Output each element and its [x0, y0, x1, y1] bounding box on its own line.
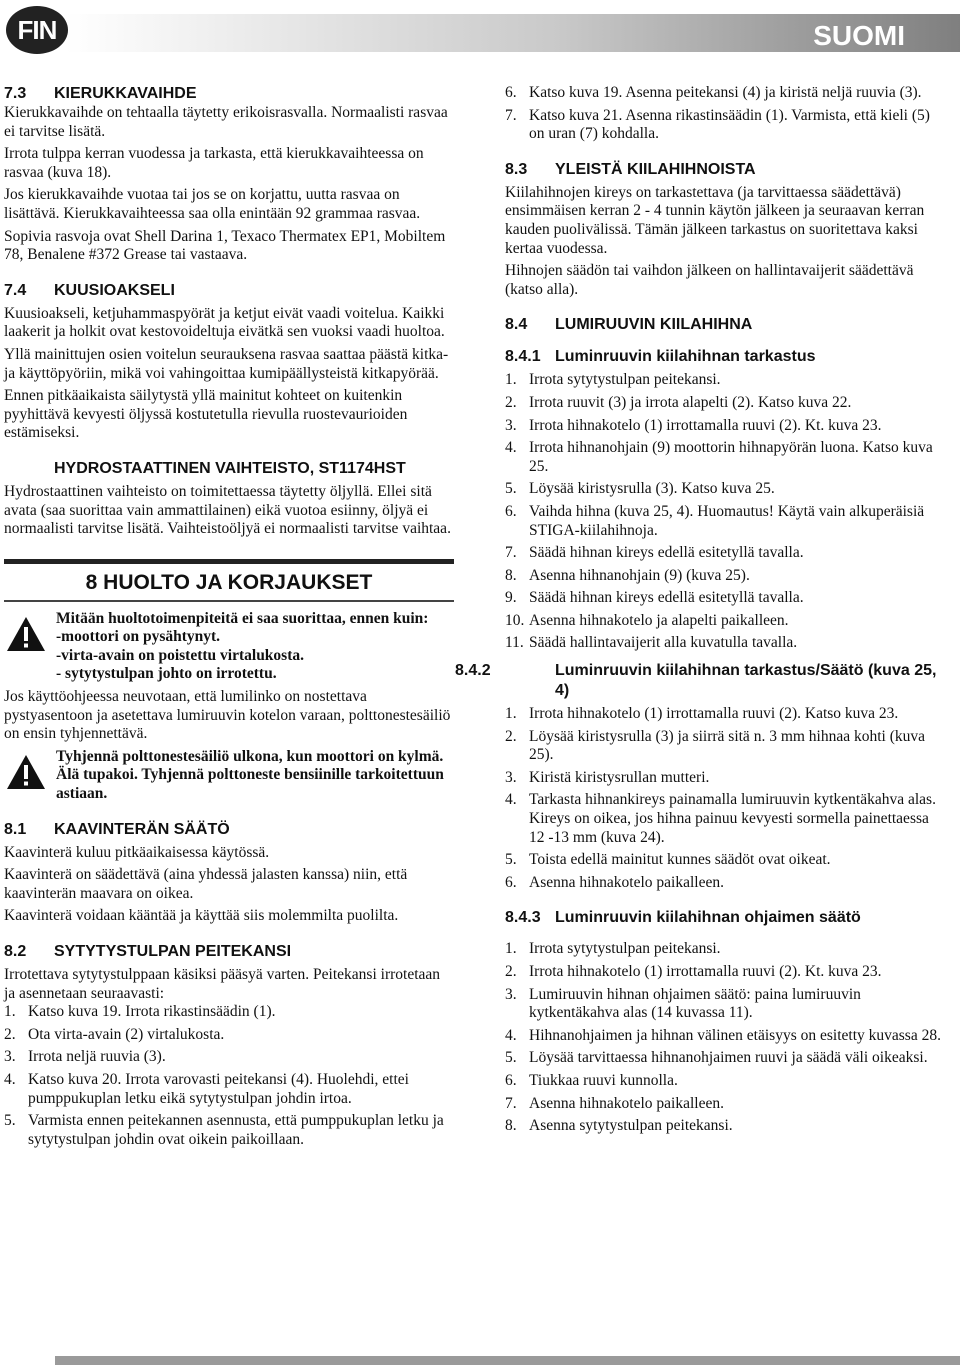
paragraph: Yllä mainittujen osien voitelun seurauksena rasvaa saattaa päästä kitka- ja käyttöpyöriin, mikä voi vahingoittaa kumipäällysteistä kitkapyörää.	[4, 345, 449, 382]
right-column	[455, 84, 945, 1140]
list-item: 3. Irrota neljä ruuvia (3).	[4, 1048, 166, 1066]
warning-icon	[6, 754, 46, 790]
section-heading-7-4: 7.4 KUUSIOAKSELI	[4, 281, 175, 299]
list-item: 8. Asenna sytytystulpan peitekansi.	[505, 1117, 733, 1135]
language-title: SUOMI	[813, 20, 905, 51]
steps-list	[505, 84, 945, 144]
warning-text: Tyhjennä polttonestesäiliö ulkona, kun moottori on kylmä. Älä tupakoi. Tyhjennä polttoneste bensiinille tarkoitettuun astiaan.	[56, 747, 444, 803]
list-item: 7. Säädä hihnan kireys edellä esitetyllä tavalla.	[505, 544, 804, 562]
steps-list	[505, 940, 945, 1135]
paragraph: Kaavinterä voidaan kääntää ja käyttää siis molemmilta puolilta.	[4, 907, 399, 925]
list-item: 4. Tarkasta hihnankireys painamalla lumiruuvin kytkentäkahva alas. Kireys on oikea, jos hihna painuu kevyesti sormella painettaessa 12 -13 mm (kuva 24).	[505, 791, 936, 846]
paragraph: Ennen pitkäaikaista säilytystä yllä mainitut kohteet on kuitenkin pyyhittävä kevyesti öljyssä kostutetulla rievulla ruostevaurioiden estämiseksi.	[4, 387, 408, 442]
list-item: 5. Varmista ennen peitekannen asennusta, että pumppukuplan letku ja sytytystulpan johdin ovat oikein paikoillaan.	[4, 1112, 444, 1148]
language-badge: FIN	[6, 6, 68, 54]
list-item: 6. Vaihda hihna (kuva 25, 4). Huomautus! Käytä vain alkuperäisiä STIGA-kiilahihnoja.	[505, 502, 925, 539]
list-item: 4. Katso kuva 20. Irrota varovasti peitekansi (4). Huolehdi, ettei pumppukuplan letku eikä sytytystulpan johdin irtoa.	[4, 1070, 409, 1107]
list-item: 6. Asenna hihnakotelo paikalleen.	[505, 873, 724, 891]
warning-block	[4, 748, 454, 804]
section-heading-8-1: 8.1 KAAVINTERÄN SÄÄTÖ	[4, 820, 230, 838]
paragraph: Irrota tulppa kerran vuodessa ja tarkasta, että kierukkavaihteessa on rasvaa (kuva 18).	[4, 145, 424, 181]
list-item: 5. Toista edellä mainitut kunnes säädöt ovat oikeat.	[505, 851, 831, 869]
section-heading-8-2: 8.2 SYTYTYSTULPAN PEITEKANSI	[4, 943, 292, 960]
chapter-title: 8 HUOLTO JA KORJAUKSET	[85, 570, 373, 594]
paragraph: Kaavinterä kuluu pitkäaikaisessa käytössä.	[4, 843, 270, 861]
page-header	[0, 0, 960, 70]
section-heading-8-4-3: 8.4.3 Luminruuvin kiilahihnan ohjaimen säätö	[505, 909, 861, 927]
list-item: 3. Irrota hihnakotelo (1) irrottamalla ruuvi (2). Kt. kuva 23.	[505, 416, 882, 434]
list-item: 6. Tiukkaa ruuvi kunnolla.	[505, 1071, 678, 1089]
section-heading-8-4: 8.4 LUMIRUUVIN KIILAHIHNA	[505, 316, 753, 334]
paragraph: Kierukkavaihde on tehtaalla täytetty erikoisrasvalla. Normaalisti rasvaa ei tarvitse lisätä.	[4, 104, 448, 140]
list-item: 9. Säädä hihnan kireys edellä esitetyllä tavalla.	[505, 589, 804, 607]
section-heading-8-3: 8.3 YLEISTÄ KIILAHIHNOISTA	[505, 160, 756, 178]
steps-list	[505, 705, 945, 892]
warning-text: -moottori on pysähtynyt.	[56, 628, 221, 646]
left-column	[4, 84, 454, 1153]
list-item: 5. Löysää kiristysrulla (3). Katso kuva 25.	[505, 480, 775, 498]
list-item: 1. Irrota hihnakotelo (1) irrottamalla ruuvi (2). Katso kuva 23.	[505, 705, 899, 723]
list-item: 8. Asenna hihnanohjain (9) (kuva 25).	[505, 566, 750, 584]
list-item: 6. Katso kuva 19. Asenna peitekansi (4) ja kiristä neljä ruuvia (3).	[505, 84, 922, 101]
chapter-underline	[4, 600, 454, 602]
list-item: 2. Irrota ruuvit (3) ja irrota alapelti (2). Katso kuva 22.	[505, 393, 852, 411]
list-item: 2. Ota virta-avain (2) virtalukosta.	[4, 1025, 225, 1043]
paragraph: Kuusioakseli, ketjuhammaspyörät ja ketjut eivät vaadi voitelua. Kaikki laakerit ja holkit ovat kestovoideltuja eivätkä sen vuoksi vaadi huoltoa.	[4, 304, 445, 341]
list-item: 7. Asenna hihnakotelo paikalleen.	[505, 1094, 724, 1112]
list-item: 1. Katso kuva 19. Irrota rikastinsäädin (1).	[4, 1003, 276, 1021]
paragraph: Hydrostaattinen vaihteisto on toimitettaessa täytetty öljyllä. Ellei sitä avata (saa suorittaa vain ammattilainen) eikä vuotoa esiinny, öljyä ei normaalisti tarvitse lisätä. Vaihteistoöljyä ei normaalisti tarvitse vaihtaa.	[4, 482, 451, 538]
section-heading-8-4-1: 8.4.1 Luminruuvin kiilahihnan tarkastus	[505, 348, 816, 366]
list-item: 1. Irrota sytytystulpan peitekansi.	[505, 371, 721, 389]
warning-text: Mitään huoltotoimenpiteitä ei saa suorittaa, ennen kuin:	[56, 609, 429, 627]
list-item: 10. Asenna hihnakotelo ja alapelti paikalleen.	[505, 611, 789, 629]
list-item: 2. Löysää kiristysrulla (3) ja siirrä sitä n. 3 mm hihnaa kohti (kuva 25).	[505, 727, 926, 764]
list-item: 7. Katso kuva 21. Asenna rikastinsäädin (1). Varmista, että kieli (5) on uran (7) kohdalla.	[505, 106, 930, 143]
warning-text: -virta-avain on poistettu virtalukosta.	[56, 646, 304, 664]
warning-icon	[6, 616, 46, 652]
paragraph: Kiilahihnojen kireys on tarkastettava (ja tarvittaessa säädettävä) ensimmäisen kerran 2 - 4 tunnin käytön jälkeen ja seuraavan kerran kauden puolivälissä. Tämän jälkeen tarkastus on suoritettava kaksi kertaa vuodessa.	[505, 183, 925, 257]
steps-list	[4, 1003, 454, 1149]
list-item: 4. Irrota hihnanohjain (9) moottorin hihnapyörän luona. Katso kuva 25.	[505, 439, 933, 475]
section-divider	[4, 559, 454, 564]
list-item: 1. Irrota sytytystulpan peitekansi.	[505, 940, 721, 958]
list-item: 3. Lumiruuvin hihnan ohjaimen säätö: paina lumiruuvin kytkentäkahva alas (14 kuvassa 11).	[505, 985, 861, 1022]
section-heading-7-3: 7.3 KIERUKKAVAIHDE	[4, 85, 197, 102]
list-item: 2. Irrota hihnakotelo (1) irrottamalla ruuvi (2). Kt. kuva 23.	[505, 963, 882, 980]
warning-text: - sytytystulpan johto on irrotettu.	[56, 665, 277, 683]
warning-block	[4, 610, 454, 684]
paragraph: Irrotettava sytytystulppaan käsiksi pääsyä varten. Peitekansi irrotetaan ja asennetaan seuraavasti:	[4, 966, 441, 1002]
list-item: 3. Kiristä kiristysrullan mutteri.	[505, 768, 710, 786]
footer-bar	[55, 1356, 960, 1365]
paragraph: Hihnojen säädön tai vaihdon jälkeen on hallintavaijerit säädettävä (katso alla).	[505, 262, 914, 298]
list-item: 11. Säädä hallintavaijerit alla kuvatulla tavalla.	[505, 634, 798, 652]
section-heading-7-5: HYDROSTAATTINEN VAIHTEISTO, ST1174HST	[54, 459, 406, 477]
paragraph: Kaavinterä on säädettävä (aina yhdessä jalasten kanssa) niin, että kaavinterän maavara on oikea.	[4, 866, 408, 902]
section-heading-8-4-2: 8.4.2 Luminruuvin kiilahihnan tarkastus/Säätö (kuva 25, 4)	[455, 662, 937, 700]
list-item: 4. Hihnanohjaimen ja hihnan välinen etäisyys on esitetty kuvassa 28.	[505, 1026, 941, 1044]
list-item: 5. Löysää tarvittaessa hihnanohjaimen ruuvi ja säädä väli oikeaksi.	[505, 1049, 928, 1067]
steps-list	[505, 371, 945, 653]
paragraph: Sopivia rasvoja ovat Shell Darina 1, Texaco Thermatex EP1, Mobiltem 78, Benalene #372 Grease tai vastaava.	[4, 227, 446, 264]
paragraph: Jos kierukkavaihde vuotaa tai jos se on korjattu, uutta rasvaa on lisättävä. Kierukkavaihteessa saa olla enintään 92 grammaa rasvaa.	[4, 186, 421, 222]
paragraph: Jos käyttöohjeessa neuvotaan, että lumilinko on nostettava pystyasentoon ja asetettava lumiruuvin kotelon varaan, polttonestesäiliö on ensin tyhjennettävä.	[4, 688, 451, 743]
